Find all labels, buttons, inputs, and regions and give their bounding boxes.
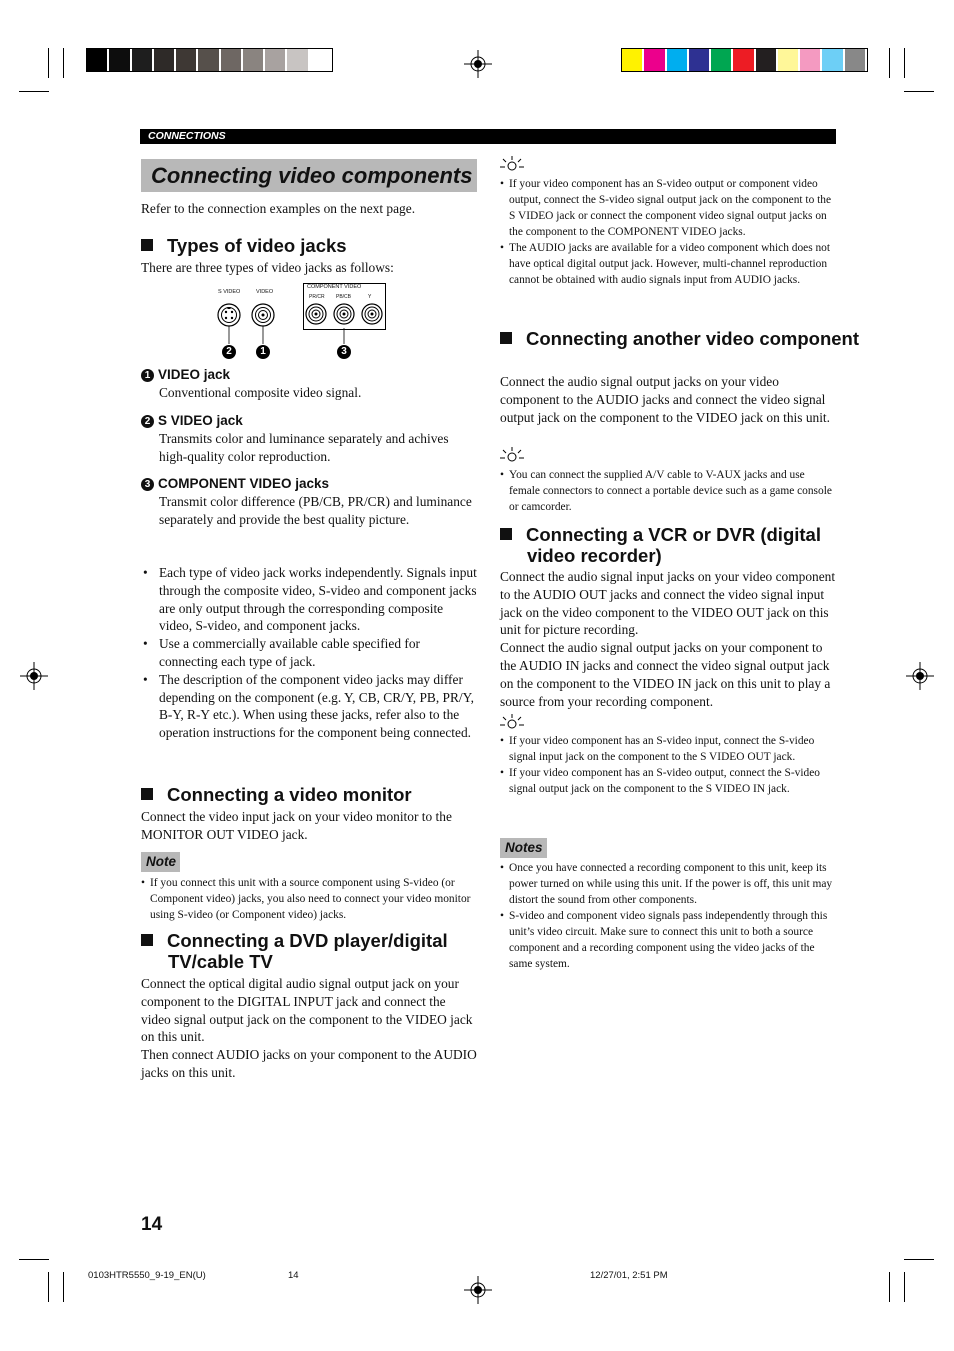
jack-item [141,412,477,466]
crop-mark [904,48,905,78]
list-item: • The description of the component video jacks may differ depending on the component (e.g. Y, CB, CR/Y, PB, PR/Y, B-Y, R-Y etc.). When using these jacks, refer also to the operation instructions for the component being connected. [141,671,477,742]
color-swatch [243,49,263,71]
tip-item: • If your video component has an S-video output or component video output, connect the S-video signal output jack on the component to the S VIDEO jack or connect the component video signal output jacks on the component to the COMPONENT VIDEO jacks. [500,176,836,240]
crop-mark [904,1272,905,1302]
video-jacks-figure [210,282,390,362]
notes-label-box [500,838,547,858]
vcr-body [500,568,836,710]
crop-mark [889,1272,890,1302]
color-swatch [711,49,731,71]
svideo-label: S VIDEO [218,289,241,295]
monitor-body: Connect the video input jack on your video monitor to the MONITOR OUT VIDEO jack. [141,809,452,842]
y-label: Y [368,294,372,300]
types-intro: There are three types of video jacks as follows: [141,260,394,275]
number-badge: 2 [141,415,154,428]
paragraph: Connect the audio signal output jacks on your component to the AUDIO IN jacks and connect the video signal output jack on the component to the VIDEO IN jack on this unit to play a source from your recording component. [500,640,831,709]
callout-number: 2 [226,346,232,357]
tips-list [500,467,836,515]
paragraph: Connect the optical digital audio signal output jack on your component to the DIGITAL INPUT jack and connect the video signal output jack on the component to the VIDEO jack on this unit. [141,976,473,1045]
video-label: VIDEO [256,289,274,295]
page-title-box [141,159,477,192]
color-swatch [310,49,330,71]
intro-text: Refer to the connection examples on the next page. [141,201,416,216]
color-swatch [154,49,174,71]
crop-mark [63,1272,64,1302]
color-swatch [756,49,776,71]
note-item: • If you connect this unit with a source component using S-video (or Component video) jacks, you also need to connect your video monitor using S-video (or Component video) jacks. [141,875,477,923]
jack-name: COMPONENT VIDEO jacks [158,476,330,491]
registration-mark-icon [464,1276,492,1304]
jack-item [141,475,477,529]
jack-description: Conventional composite video signal. [159,385,362,400]
registration-mark-icon [464,50,492,78]
page-title: Connecting video components [151,163,473,188]
callout-number: 3 [341,346,347,357]
tip-icon [500,714,524,730]
color-swatch [198,49,218,71]
notes-list [500,860,836,972]
color-swatch [622,49,642,71]
color-swatch [287,49,307,71]
crop-mark [19,91,49,92]
number-badge: 1 [141,369,154,382]
jack-item [141,366,477,402]
crop-mark [48,48,49,78]
jack-name: VIDEO jack [158,367,231,382]
color-swatch [109,49,129,71]
another-body: Connect the audio signal output jacks on your video component to the AUDIO jacks and connect the video signal output jack on the component to the VIDEO jack on this unit. [500,374,830,425]
color-swatch [822,49,842,71]
jack-description: Transmits color and luminance separately and achives high-quality color reproduction. [159,431,449,464]
crop-mark [904,91,934,92]
section-label: CONNECTIONS [148,130,226,142]
tip-item: • The AUDIO jacks are available for a video component which does not have optical digital output jack. However, multi-channel reproduction cannot be obtained with audio signals input from AUDIO jacks. [500,240,836,288]
section-heading: Types of video jacks [141,236,477,257]
section-heading: Connecting a video monitor [141,785,477,806]
footer-timestamp: 12/27/01, 2:51 PM [590,1270,668,1281]
dvd-body [141,975,477,1082]
registration-mark-icon [906,662,934,690]
crop-mark [19,1259,49,1260]
section-heading: Connecting another video component [500,329,863,350]
note-label: Note [141,852,180,872]
note-item: • Once you have connected a recording component to this unit, keep its power turned on while using this unit. If the power is off, this unit may distort the sound from other components. [500,860,836,908]
footer-file: 0103HTR5550_9-19_EN(U) [88,1270,206,1281]
color-swatch [265,49,285,71]
crop-mark [889,48,890,78]
note-label-box [141,852,180,872]
color-swatch [800,49,820,71]
list-item: • Use a commercially available cable specified for connecting each type of jack. [141,635,477,671]
crop-mark [63,48,64,78]
color-swatch [667,49,687,71]
color-bar [621,48,868,72]
tip-item: • If your video component has an S-video input, connect the S-video signal input jack on the component to the S VIDEO OUT jack. [500,733,836,765]
callout-number: 1 [260,346,266,357]
jack-description: Transmit color difference (PB/CB, PR/CR) and luminance separately and provide the best quality picture. [159,494,472,527]
tips-list [500,733,836,797]
jack-name: S VIDEO jack [158,413,243,428]
color-swatch [644,49,664,71]
tip-icon [500,156,524,172]
grayscale-bar [86,48,333,72]
color-swatch [87,49,107,71]
section-heading: Connecting a DVD player/digital TV/cable TV [141,931,504,972]
color-swatch [132,49,152,71]
crop-mark [904,1259,934,1260]
list-item: • Each type of video jack works independently. Signals input through the composite video, S-video and component jacks are only output through the corresponding composite video, S-video, and component jacks. [141,564,477,635]
page-number: 14 [141,1214,163,1235]
pr-label: PR/CR [309,294,325,300]
color-swatch [733,49,753,71]
paragraph: Connect the audio signal input jacks on your video component to the AUDIO OUT jacks and connect the video signal input jack on the video component to the VIDEO OUT jack on this unit for picture recording. [500,569,836,638]
paragraph: Then connect AUDIO jacks on your component to the AUDIO jacks on this unit. [141,1047,477,1080]
pb-label: PB/CB [336,294,352,300]
color-swatch [176,49,196,71]
tip-icon [500,447,524,463]
section-header-bar [140,129,836,144]
section-heading: Connecting a VCR or DVR (digital video recorder) [500,525,863,566]
number-badge: 3 [141,478,154,491]
jack-connectors-icon [210,282,390,362]
color-swatch [221,49,241,71]
types-bullets [141,564,477,742]
notes-label: Notes [500,838,547,858]
color-swatch [845,49,865,71]
tips-list [500,176,836,288]
crop-mark [48,1272,49,1302]
footer-page: 14 [288,1270,299,1281]
color-swatch [778,49,798,71]
registration-mark-icon [20,662,48,690]
color-swatch [689,49,709,71]
tip-item: • You can connect the supplied A/V cable to V-AUX jacks and use female connectors to connect a portable device such as a game console or camcorder. [500,467,836,515]
note-item: • S-video and component video signals pass independently through this unit’s video circuit. Make sure to connect this unit to both a source component and a recording component using the video jacks of the same system. [500,908,836,972]
component-label: COMPONENT VIDEO [307,284,362,290]
tip-item: • If your video component has an S-video output, connect the S-video signal output jack on the component to the S VIDEO IN jack. [500,765,836,797]
monitor-note [141,875,477,923]
